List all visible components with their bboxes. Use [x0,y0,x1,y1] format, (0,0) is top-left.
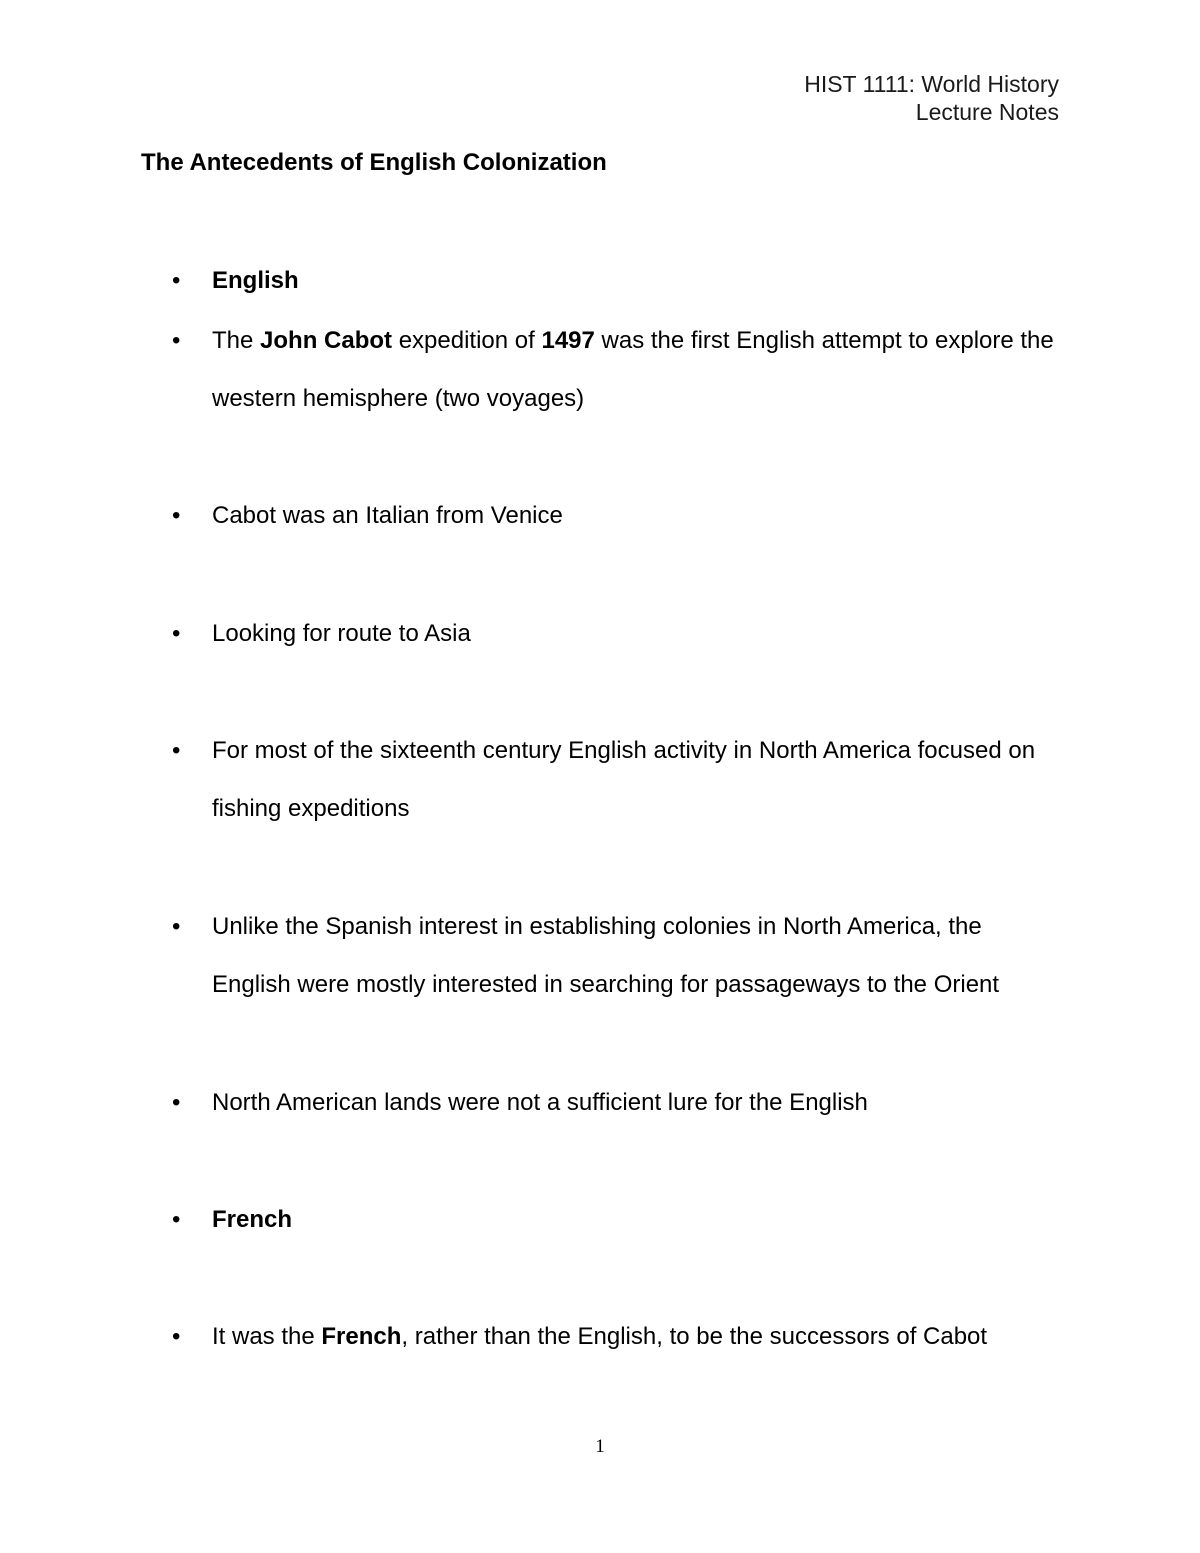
text-segment: expedition of [392,327,542,354]
list-item-text [212,1074,1062,1132]
list-item-text [212,898,1062,1014]
bold-text: 1497 [541,327,595,354]
list-item-text [212,312,1062,428]
bullet-icon: • [172,1323,181,1350]
bold-text: English [212,267,299,294]
bullet-icon: • [172,1206,181,1233]
text-segment: Cabot was an Italian from Venice [212,502,563,529]
page-title: The Antecedents of English Colonization [141,149,607,176]
text-segment: North American lands were not a sufficient lure for the English [212,1089,868,1116]
bullet-icon: • [172,620,181,647]
bullet-icon: • [172,913,181,940]
text-segment: was the first English attempt to explore the western hemisphere (two voyages) [212,327,1054,412]
bold-text: John Cabot [260,327,393,354]
bullet-icon: • [172,267,181,294]
text-segment: , rather than the English, to be the successors of Cabot [401,1323,988,1350]
text-segment: The [212,327,261,354]
list-item-text [212,1308,1062,1366]
list-item-text [212,605,1062,663]
list-item-text [212,722,1062,838]
bullet-icon: • [172,502,181,529]
text-segment: For most of the sixteenth century English activity in North America focused on fishing expeditions [212,737,1036,822]
list-item-text [212,487,1062,545]
course-title: HIST 1111: World History [804,71,1059,97]
bullet-icon: • [172,737,181,764]
list-item-text [212,252,1062,310]
text-segment: Looking for route to Asia [212,620,471,647]
header-subtitle: Lecture Notes [915,99,1059,125]
bullet-icon: • [172,1089,181,1116]
text-segment: It was the [212,1323,322,1350]
bold-text: French [321,1323,402,1350]
list-item-text [212,1191,1062,1249]
document-header [804,70,1059,126]
page-number: 1 [595,1436,605,1457]
bold-text: French [212,1206,293,1233]
text-segment: Unlike the Spanish interest in establishing colonies in North America, the English were mostly interested in searching for passageways to the Orient [212,913,1000,998]
bullet-icon: • [172,327,181,354]
